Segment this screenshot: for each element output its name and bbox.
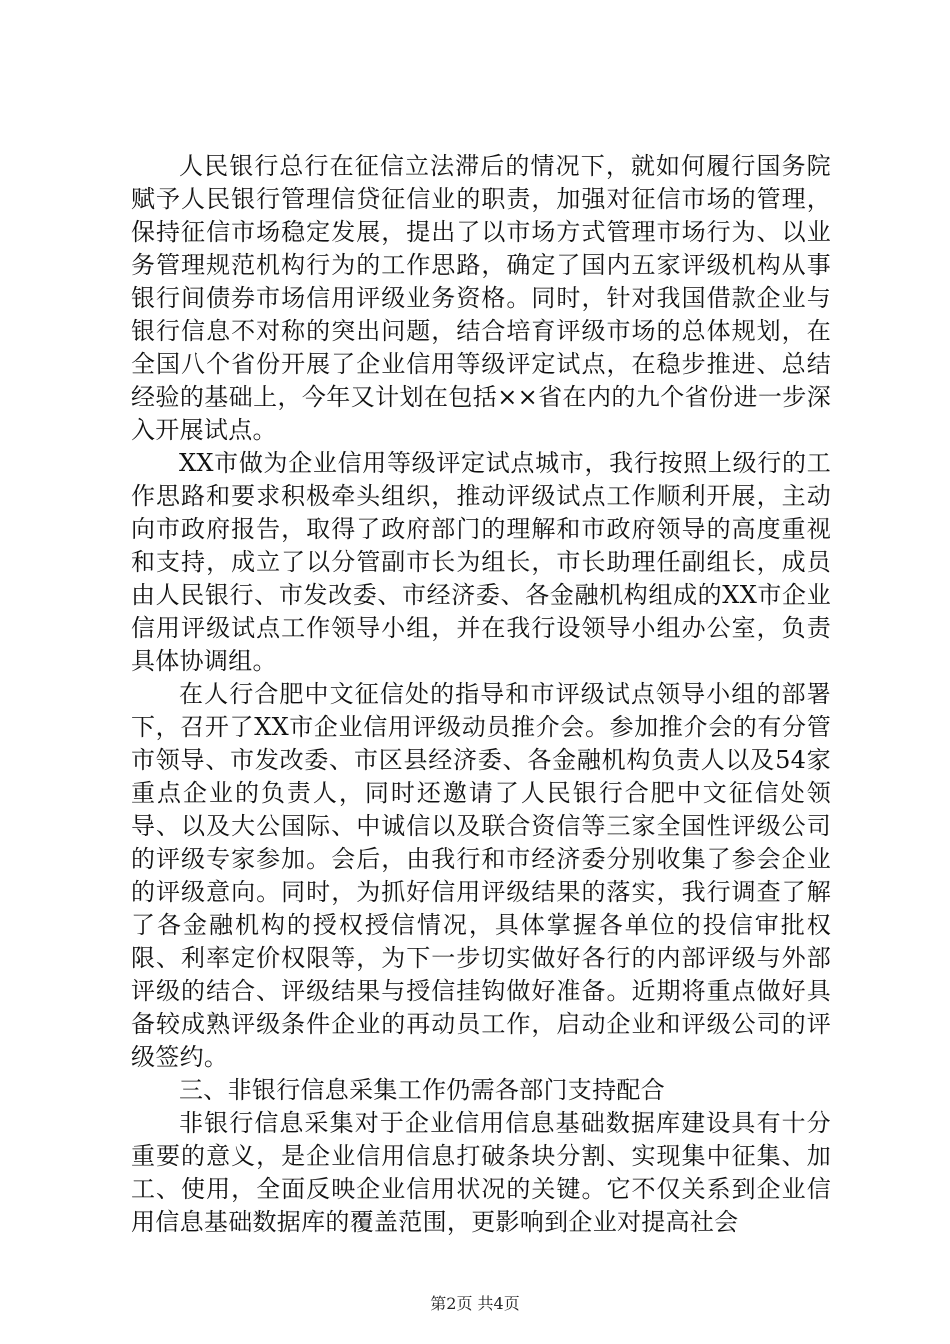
page-footer: 第2页 共4页 (430, 1294, 520, 1313)
section-heading: 三、非银行信息采集工作仍需各部门支持配合 (179, 1076, 665, 1104)
paragraph-2: XX市做为企业信用等级评定试点城市，我行按照上级行的工作思路和要求积极牵头组织，推动评级试点工作顺利开展，主动向市政府报告，取得了政府部门的理解和市政府领导的高度重视和支持，成立了以分管副市长为组长，市长助理任副组长，成员由人民银行、市发改委、市经济委、各金融机构组成的XX市企业信用评级试点工作领导小组，并在我行设领导小组办公室，负责具体协调组。 (131, 449, 831, 675)
document-body (131, 150, 831, 1239)
paragraph-4: 非银行信息采集对于企业信用信息基础数据库建设具有十分重要的意义，是企业信用信息打破条块分割、实现集中征集、加工、使用，全面反映企业信用状况的关键。它不仅关系到企业信用信息基础数据库的覆盖范围，更影响到企业对提高社会 (131, 1109, 831, 1236)
paragraph-3: 在人行合肥中文征信处的指导和市评级试点领导小组的部署下，召开了XX市企业信用评级动员推介会。参加推介会的有分管市领导、市发改委、市区县经济委、各金融机构负责人以及54家重点企业的负责人，同时还邀请了人民银行合肥中文征信处领导、以及大公国际、中诚信以及联合资信等三家全国性评级公司的评级专家参加。会后，由我行和市经济委分别收集了参会企业的评级意向。同时，为抓好信用评级结果的落实，我行调查了解了各金融机构的授权授信情况，具体掌握各单位的投信审批权限、利率定价权限等，为下一步切实做好各行的内部评级与外部评级的结合、评级结果与授信挂钩做好准备。近期将重点做好具备较成熟评级条件企业的再动员工作，启动企业和评级公司的评级签约。 (131, 680, 831, 1071)
paragraph-1: 人民银行总行在征信立法滞后的情况下，就如何履行国务院赋予人民银行管理信贷征信业的职责，加强对征信市场的管理，保持征信市场稳定发展，提出了以市场方式管理市场行为、以业务管理规范机构行为的工作思路，确定了国内五家评级机构从事银行间债券市场信用评级业务资格。同时，针对我国借款企业与银行信息不对称的突出问题，结合培育评级市场的总体规划，在全国八个省份开展了企业信用等级评定试点，在稳步推进、总结经验的基础上，今年又计划在包括××省在内的九个省份进一步深入开展试点。 (131, 152, 831, 444)
